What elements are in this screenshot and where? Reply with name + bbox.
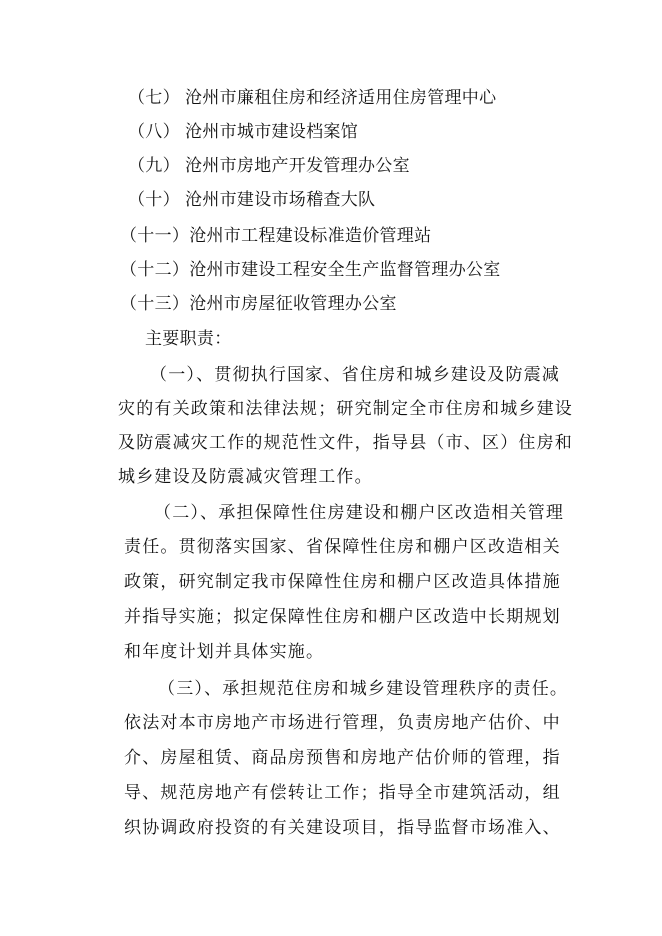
paragraph-line: 政策，研究制定我市保障性住房和棚户区改造具体措施 (124, 572, 561, 592)
unit-number: （十） (128, 190, 180, 210)
paragraph-line: （二）、承担保障性住房建设和棚户区改造相关管理 (154, 503, 565, 523)
unit-number: （十一） (120, 226, 190, 246)
unit-number: （十三） (120, 294, 190, 314)
unit-name: 沧州市建设工程安全生产监督管理办公室 (189, 260, 501, 280)
paragraph-line: 灾的有关政策和法律法规；研究制定全市住房和城乡建设 (118, 399, 573, 419)
unit-item-10 (128, 189, 376, 211)
unit-item-12 (120, 259, 501, 281)
paragraph-line: 织协调政府投资的有关建设项目，指导监督市场准入、 (124, 818, 561, 838)
unit-item-11 (120, 225, 431, 247)
paragraph-line: （三）、承担规范住房和城乡建设管理秩序的责任。 (158, 679, 569, 699)
paragraph-line: 及防震减灾工作的规范性文件，指导县（市、区）住房和 (118, 433, 573, 453)
unit-number: （八） (128, 122, 180, 142)
paragraph-line: （一）、贯彻执行国家、省住房和城乡建设及防震减 (150, 365, 561, 385)
unit-number: （九） (128, 156, 180, 176)
paragraph-line: 责任。贯彻落实国家、省保障性住房和棚户区改造相关 (124, 537, 561, 557)
unit-name: 沧州市工程建设标准造价管理站 (189, 226, 432, 246)
unit-item-9 (128, 155, 410, 177)
unit-name: 沧州市房屋征收管理办公室 (189, 294, 397, 314)
paragraph-line: 并指导实施；拟定保障性住房和棚户区改造中长期规划 (124, 607, 561, 627)
unit-name: 沧州市廉租住房和经济适用住房管理中心 (185, 88, 497, 108)
paragraph-line: 和年度计划并具体实施。 (124, 642, 325, 662)
unit-number: （七） (128, 88, 180, 108)
unit-item-8 (128, 121, 358, 143)
paragraph-line: 介、房屋租赁、商品房预售和房地产估价师的管理，指 (124, 748, 561, 768)
unit-name: 沧州市建设市场稽查大队 (185, 190, 376, 210)
paragraph-line: 城乡建设及防震减灾管理工作。 (118, 467, 373, 487)
unit-number: （十二） (120, 260, 190, 280)
duties-heading: 主要职责： (145, 329, 232, 349)
paragraph-line: 依法对本市房地产市场进行管理，负责房地产估价、中 (124, 713, 561, 733)
unit-item-13 (120, 293, 397, 315)
unit-item-7 (128, 87, 497, 109)
paragraph-line: 导、规范房地产有偿转让工作；指导全市建筑活动，组 (124, 783, 561, 803)
unit-name: 沧州市房地产开发管理办公室 (185, 156, 410, 176)
unit-name: 沧州市城市建设档案馆 (185, 122, 358, 142)
